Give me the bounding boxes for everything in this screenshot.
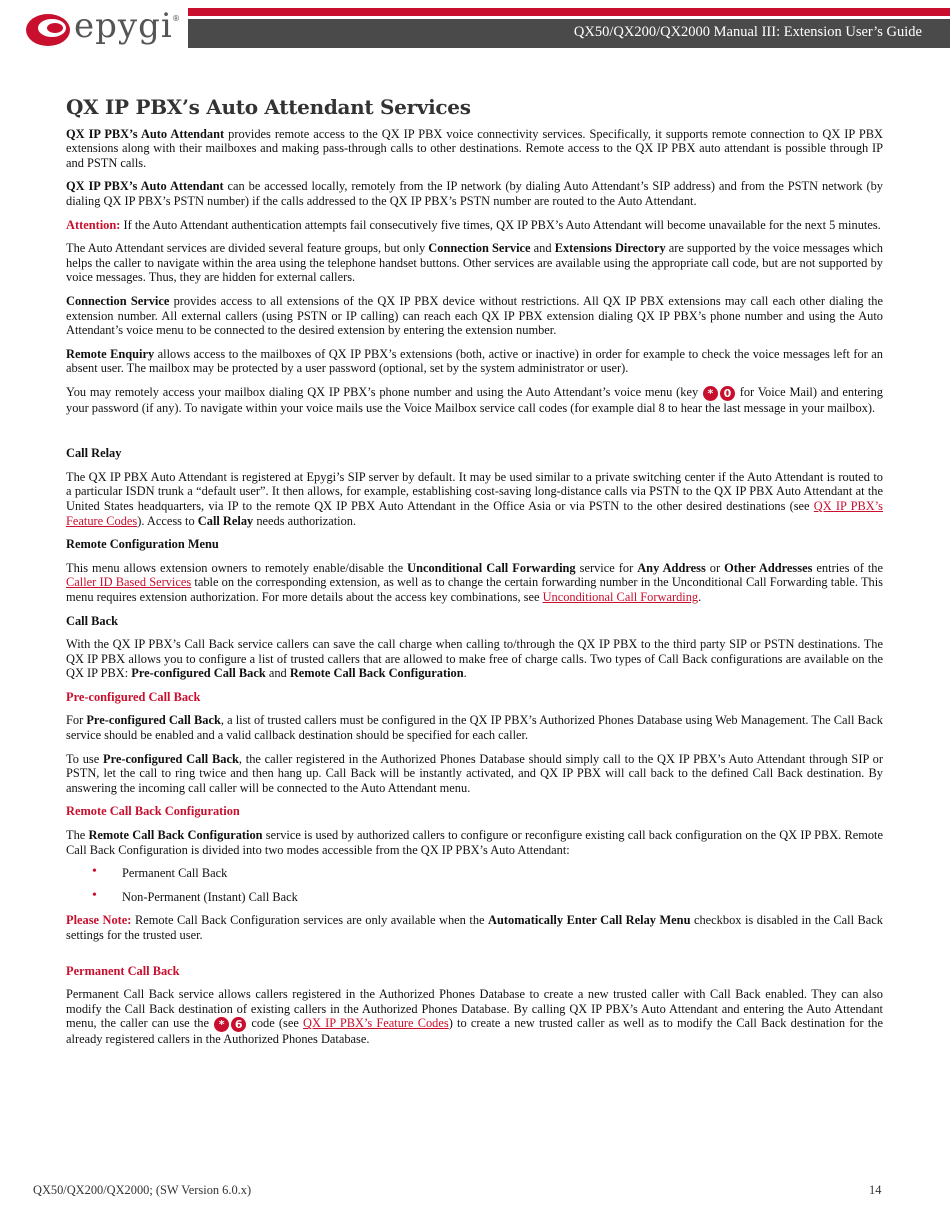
attention-label: Attention: [66,217,121,232]
six-key-icon: 6 [231,1017,246,1032]
call-back-modes-list [66,866,883,904]
paragraph-access: QX IP PBX’s Auto Attendant can be accessed locally, remotely from the IP network (by dialing Auto Attendant’s SIP address) and from the PSTN network (by dialing QX IP PBX’s PSTN number) if the calls addressed to the QX IP PBX’s PSTN number are routed to the Auto Attendant. [66,179,883,208]
permanent-call-back-heading: Permanent Call Back [66,963,180,978]
page-number: 14 [869,1183,882,1197]
remote-call-back-heading: Remote Call Back Configuration [66,804,240,819]
paragraph-call-back: With the QX IP PBX’s Call Back service callers can save the call charge when calling to/through the QX IP PBX to the third party SIP or PSTN destinations. The QX IP PBX allows you to configure a list of trusted callers that are allowed to make free of charge calls. Two types of Call Back configurations are available on the QX IP PBX: Pre-configured Call Back and Remote Call Back Configuration. [66,637,883,681]
remote-config-heading: Remote Configuration Menu [66,537,219,552]
please-note-label: Please Note: [66,913,132,928]
attention-note: Attention: If the Auto Attendant authentication attempts fail consecutively five times, QX IP PBX’s Auto Attendant will become unavailable for the next 5 minutes. [66,217,881,232]
caller-id-services-link[interactable]: Caller ID Based Services [66,575,192,590]
header-red-bar [188,8,950,16]
unconditional-forwarding-link[interactable]: Unconditional Call Forwarding [542,589,699,604]
call-relay-heading: Call Relay [66,446,122,461]
paragraph-feature-groups: The Auto Attendant services are divided several feature groups, but only Connection Service and Extensions Directory are supported by the voice messages which helps the caller to navigate within the area using the telephone handset buttons. Other services are available using the appropriate call code, but are not supported by voice messages. Thus, they are hidden for external callers. [66,241,883,285]
paragraph-remote-config: This menu allows extension owners to remotely enable/disable the Unconditional Call Forwarding service for Any Address or Other Addresses entries of the Caller ID Based Services table on the corresponding extension, as well as to change the certain forwarding number in the Unconditional Call Forwarding table. This menu requires extension authorization. For more details about the access key combinations, see Unconditional Call Forwarding. [66,560,883,604]
paragraph-remote-call-back: The Remote Call Back Configuration service is used by authorized callers to configure or reconfigure existing call back configuration on the QX IP PBX. Remote Call Back Configuration is divided into two modes accessible from the QX IP PBX’s Auto Attendant: [66,828,883,857]
paragraph-preconfigured-1: For Pre-configured Call Back, a list of trusted callers must be configured in the QX IP PBX’s Authorized Phones Database using Web Management. The Call Back service should be enabled and a valid callback destination should be specified for each caller. [66,713,884,743]
paragraph-call-relay: The QX IP PBX Auto Attendant is registered at Epygi’s SIP server by default. It may be used similar to a private switching center if the Auto Attendant is routed to a particular ISDN trunk a “default user”. It then allows, for example, establishing cost-saving long-distance calls via PSTN to the QX IP PBX Auto Attendant at the United States headquarters, via IP to the remote QX IP PBX Auto Attendant in the Office Asia or via PSTN to the other desired destinations (see QX IP PBX’s Feature Codes). Access to Call Relay needs authorization. [66,469,883,528]
epygi-logo [24,8,184,48]
paragraph-intro: QX IP PBX’s Auto Attendant provides remote access to the QX IP PBX voice connectivity services. Specifically, it supports remote connection to QX IP PBX extensions along with their mailboxes and making pass-through calls to other destinations. Remote access to the QX IP PBX auto attendant is possible through IP and PSTN calls. [66,126,883,170]
page-content [66,95,884,1056]
preconfigured-call-back-heading: Pre-configured Call Back [66,689,201,704]
paragraph-connection-service: Connection Service provides access to all extensions of the QX IP PBX device without restrictions. All QX IP PBX extensions may call each other dialing the extension number. All external callers (using PSTN or IP calling) can reach each QX IP PBX extension dialing QX IP PBX’s phone number and using the Auto Attendant’s voice menu to be connected to the desired extension by entering the extension number. [66,293,883,338]
star-key-icon: * [214,1017,229,1032]
list-item: • Non-Permanent (Instant) Call Back [66,890,883,905]
zero-key-icon: 0 [720,386,735,401]
paragraph-permanent-call-back: Permanent Call Back service allows callers registered in the Authorized Phones Database to create a new trusted caller with Call Back enabled. They can also modify the Call Back destination of existing callers in the Authorized Phones Database. By calling QX IP PBX’s Auto Attendant and entering the Auto Attendant menu, the caller can use the * 6 code (see QX IP PBX’s Feature Codes) to create a new trusted caller as well as to modify the Call Back destination for the already registered callers in the Authorized Phones Database. [66,987,883,1047]
paragraph-voicemail-access: You may remotely access your mailbox dialing QX IP PBX’s phone number and using the Auto Attendant’s voice menu (key * 0 for Voice Mail) and entering your password (if any). To navigate within your voice mails use the Voice Mailbox service call codes (for example dial 8 to hear the last message in your mailbox). [66,384,883,415]
list-item: • Permanent Call Back [66,866,883,881]
logo-wordmark: epygi [74,6,173,46]
paragraph-preconfigured-2: To use Pre-configured Call Back, the caller registered in the Authorized Phones Database should simply call to the QX IP PBX’s Auto Attendant through SIP or PSTN, let the call to ring twice and then hang up. Call Back will be instantly activated, and QX IP PBX will call back to the defined Call Back destination. By answering the incoming call caller will be connected to the Auto Attendant menu. [66,751,883,795]
footer-version: QX50/QX200/QX2000; (SW Version 6.0.x) [33,1183,252,1197]
feature-codes-link[interactable]: QX IP PBX’s Feature Codes [303,1016,449,1031]
please-note: Please Note: Remote Call Back Configuration services are only available when the Automatically Enter Call Relay Menu checkbox is disabled in the Call Back settings for the trusted user. [66,913,883,942]
logo-registered-mark: ® [172,14,180,23]
star-key-icon: * [703,386,718,401]
feature-codes-link[interactable]: QX IP PBX’s Feature Codes [66,498,883,528]
header-title: QX50/QX200/QX2000 Manual III: Extension User’s Guide [573,24,922,40]
logo-swoosh-icon [24,10,74,50]
section-title: QX IP PBX’s Auto Attendant Services [66,95,471,119]
call-back-heading: Call Back [66,613,118,628]
paragraph-remote-enquiry: Remote Enquiry allows access to the mailboxes of QX IP PBX’s extensions (both, active or inactive) in order for example to check the voice messages left for an absent user. The mailbox may be protected by a user password (optional, set by the system administrator or user). [66,346,883,376]
